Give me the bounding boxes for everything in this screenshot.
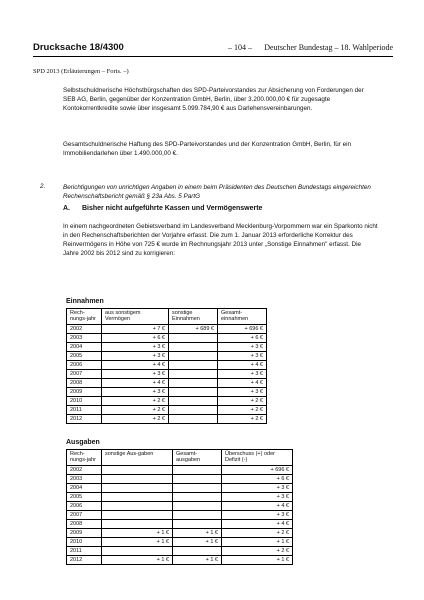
header-cell: aus sonstigem Vermögen: [102, 309, 169, 325]
year-cell: 2003: [67, 474, 102, 483]
value-cell: + 696 €: [218, 324, 267, 333]
value-cell: [169, 342, 218, 351]
value-cell: + 3 €: [102, 351, 169, 360]
value-cell: [173, 474, 222, 483]
paragraph-guarantees: Selbstschuldnerische Höchstbürgschaften des SPD-Parteivorstandes zur Absicherung von Forderungen der SEB AG, Berlin, gegenüber der Konzentration GmbH, Berlin, über 3.200.000,00 € für zugesagte Kontokorrentkredite sowie über insgesamt 5.099.784,90 € aus Darlehensvereinbarungen.: [63, 87, 364, 112]
value-cell: + 4 €: [102, 378, 169, 387]
value-cell: [102, 474, 173, 483]
value-cell: [102, 546, 173, 555]
year-cell: 2011: [67, 546, 102, 555]
value-cell: + 6 €: [222, 474, 293, 483]
year-cell: 2008: [67, 519, 102, 528]
value-cell: + 2 €: [218, 396, 267, 405]
value-cell: + 3 €: [102, 387, 169, 396]
header-cell: Rech-nungs-jahr: [67, 309, 102, 325]
value-cell: + 2 €: [222, 528, 293, 537]
page-header: [33, 42, 393, 54]
year-cell: 2003: [67, 333, 102, 342]
year-cell: 2005: [67, 351, 102, 360]
table-row: [67, 351, 267, 360]
table-row: [67, 324, 267, 333]
year-cell: 2010: [67, 396, 102, 405]
value-cell: [102, 501, 173, 510]
header-cell: Rech-nungs-jahr: [67, 450, 102, 466]
table-row: [67, 510, 293, 519]
value-cell: + 3 €: [218, 369, 267, 378]
value-cell: + 3 €: [222, 483, 293, 492]
value-cell: + 2 €: [102, 396, 169, 405]
year-cell: 2008: [67, 378, 102, 387]
value-cell: + 3 €: [222, 492, 293, 501]
table-row: [67, 483, 293, 492]
value-cell: + 2 €: [102, 405, 169, 414]
einnahmen-table: [66, 308, 267, 424]
einnahmen-title: Einnahmen: [66, 298, 104, 305]
value-cell: + 1 €: [102, 537, 173, 546]
value-cell: [173, 510, 222, 519]
value-cell: + 1 €: [102, 528, 173, 537]
value-cell: + 3 €: [218, 351, 267, 360]
table-row: [67, 396, 267, 405]
einnahmen-header-row: [67, 309, 267, 325]
ausgaben-title: Ausgaben: [66, 439, 100, 446]
value-cell: [173, 546, 222, 555]
header-rule: [33, 56, 393, 57]
document-number: Drucksache 18/4300: [33, 42, 124, 53]
header-cell: sonstige Aus-gaben: [102, 450, 173, 466]
value-cell: [169, 405, 218, 414]
continuation-subheading: SPD 2013 (Erläuterungen – Forts. –): [33, 68, 129, 75]
table-row: [67, 360, 267, 369]
year-cell: 2005: [67, 492, 102, 501]
table-row: [67, 369, 267, 378]
section-2-title: Berichtigungen von unrichtigen Angaben in einem beim Präsidenten des Deutschen Bundestags eingereichten Rechenschaftsbericht gemäß § 23a Abs. 5 PartG: [63, 184, 371, 200]
section-a-text: In einem nachgeordneten Gebietsverband im Landesverband Mecklenburg-Vorpommern war ein Sparkonto nicht in den Rechenschaftsberichten der Vorjahre erfasst. Die zum 1. Januar 2013 erforderliche Korrektur des Reinvermögens in Höhe von 725 € wurde im Rechnungsjahr 2013 unter „Sonstige Einnahmen" erfasst. Die Jahre 2002 bis 2012 sind zu korrigieren:: [63, 223, 378, 257]
value-cell: + 2 €: [218, 414, 267, 423]
value-cell: + 3 €: [102, 369, 169, 378]
table-row: [67, 378, 267, 387]
value-cell: + 3 €: [218, 387, 267, 396]
value-cell: [173, 465, 222, 474]
publisher-label: Deutscher Bundestag – 18. Wahlperiode: [264, 43, 393, 52]
value-cell: [173, 501, 222, 510]
section-a-label: A.: [63, 205, 70, 212]
section-2-number: 2.: [40, 183, 46, 190]
value-cell: + 2 €: [218, 405, 267, 414]
year-cell: 2006: [67, 360, 102, 369]
year-cell: 2012: [67, 414, 102, 423]
year-cell: 2006: [67, 501, 102, 510]
table-row: [67, 501, 293, 510]
value-cell: + 2 €: [222, 546, 293, 555]
value-cell: [169, 387, 218, 396]
year-cell: 2002: [67, 324, 102, 333]
value-cell: [102, 465, 173, 474]
page-number: – 104 –: [228, 43, 252, 52]
value-cell: [173, 519, 222, 528]
ausgaben-header-row: [67, 450, 293, 466]
value-cell: + 4 €: [102, 360, 169, 369]
year-cell: 2009: [67, 528, 102, 537]
header-cell: sonstige Einnahmen: [169, 309, 218, 325]
table-row: [67, 465, 293, 474]
section-a-heading: [63, 205, 262, 212]
table-row: [67, 342, 267, 351]
value-cell: [102, 492, 173, 501]
header-cell: Überschuss (+) oder Defizit (-): [222, 450, 293, 466]
value-cell: + 1 €: [102, 555, 173, 564]
table-row: [67, 546, 293, 555]
value-cell: + 1 €: [173, 555, 222, 564]
ausgaben-table: [66, 449, 293, 565]
value-cell: + 689 €: [169, 324, 218, 333]
year-cell: 2002: [67, 465, 102, 474]
value-cell: [169, 360, 218, 369]
table-row: [67, 387, 267, 396]
year-cell: 2007: [67, 369, 102, 378]
header-cell: Gesamt-einnahmen: [218, 309, 267, 325]
year-cell: 2012: [67, 555, 102, 564]
year-cell: 2007: [67, 510, 102, 519]
value-cell: + 4 €: [218, 360, 267, 369]
value-cell: [102, 519, 173, 528]
paragraph-liability: Gesamtschuldnerische Haftung des SPD-Parteivorstandes und der Konzentration GmbH, Berlin, für ein Immobiliendarlehen über 1.490.000,00 €.: [63, 141, 352, 157]
value-cell: [169, 396, 218, 405]
table-row: [67, 405, 267, 414]
section-a-title: Bisher nicht aufgeführte Kassen und Vermögenswerte: [81, 205, 263, 212]
table-row: [67, 492, 293, 501]
value-cell: + 3 €: [218, 342, 267, 351]
value-cell: + 4 €: [222, 519, 293, 528]
value-cell: [169, 414, 218, 423]
year-cell: 2009: [67, 387, 102, 396]
table-row: [67, 555, 293, 564]
year-cell: 2004: [67, 483, 102, 492]
value-cell: + 3 €: [222, 510, 293, 519]
value-cell: + 1 €: [222, 537, 293, 546]
value-cell: + 696 €: [222, 465, 293, 474]
value-cell: + 1 €: [222, 555, 293, 564]
value-cell: + 4 €: [218, 378, 267, 387]
year-cell: 2010: [67, 537, 102, 546]
value-cell: + 2 €: [102, 414, 169, 423]
table-row: [67, 537, 293, 546]
value-cell: + 3 €: [102, 342, 169, 351]
value-cell: + 6 €: [218, 333, 267, 342]
value-cell: [102, 483, 173, 492]
table-row: [67, 414, 267, 423]
value-cell: [169, 369, 218, 378]
value-cell: + 6 €: [102, 333, 169, 342]
value-cell: + 4 €: [222, 501, 293, 510]
year-cell: 2011: [67, 405, 102, 414]
table-row: [67, 519, 293, 528]
value-cell: [169, 351, 218, 360]
table-row: [67, 474, 293, 483]
value-cell: + 1 €: [173, 528, 222, 537]
header-cell: Gesamt-ausgaben: [173, 450, 222, 466]
value-cell: + 7 €: [102, 324, 169, 333]
value-cell: [169, 378, 218, 387]
year-cell: 2004: [67, 342, 102, 351]
value-cell: + 1 €: [173, 537, 222, 546]
value-cell: [169, 333, 218, 342]
value-cell: [102, 510, 173, 519]
value-cell: [173, 492, 222, 501]
value-cell: [173, 483, 222, 492]
table-row: [67, 333, 267, 342]
table-row: [67, 528, 293, 537]
